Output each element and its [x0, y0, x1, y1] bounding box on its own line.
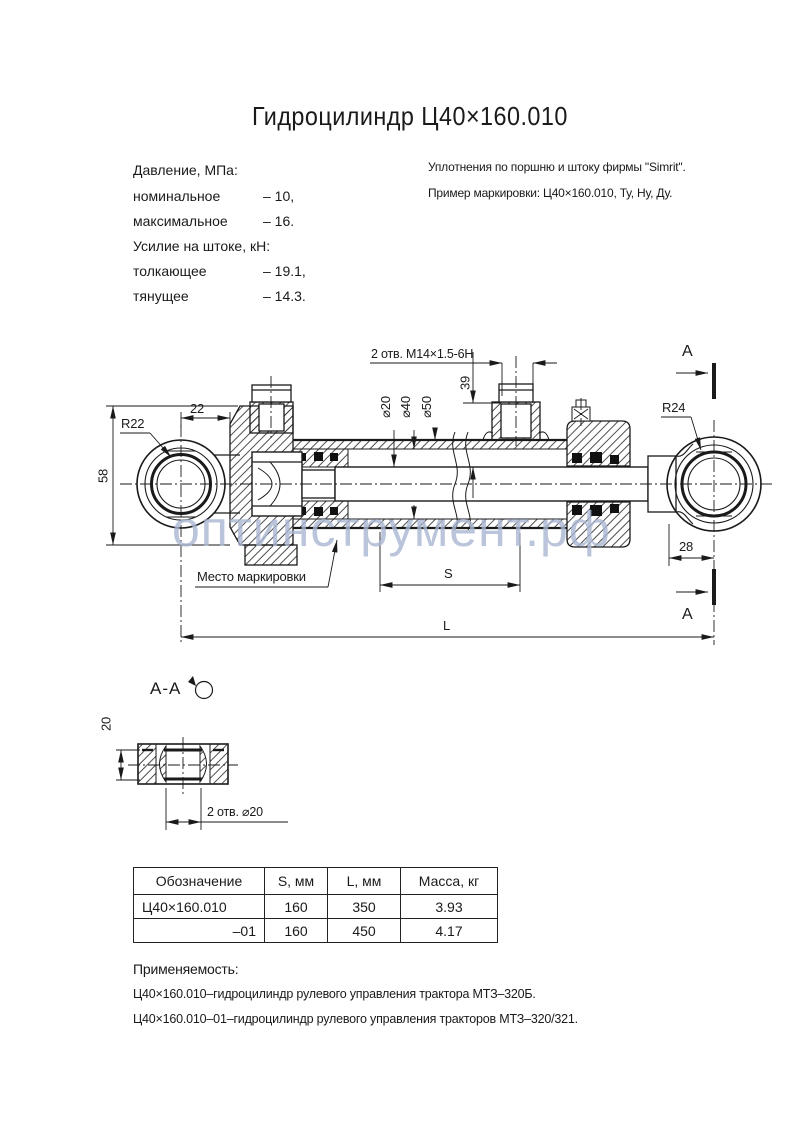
section-dim-20: 20 [98, 716, 114, 732]
seals-note: Уплотнения по поршню и штоку фирмы "Simrit". [428, 160, 686, 174]
dim-d50: ⌀50 [419, 396, 434, 418]
spec-line: номинальное – 10, [133, 188, 295, 204]
spec-line: толкающее – 19.1, [133, 263, 306, 279]
marking-example-note: Пример маркировки: Ц40×160.010, Ту, Ну, Ду. [428, 186, 673, 200]
spec-line: максимальное – 16. [133, 213, 295, 229]
dim-22: 22 [190, 401, 205, 416]
dim-s: S [444, 566, 453, 581]
dim-58: 58 [95, 468, 111, 484]
dim-r24: R24 [662, 400, 686, 415]
dim-r22: R22 [121, 416, 145, 431]
ports-label: 2 отв. М14×1.5-6Н [371, 347, 474, 361]
section-holes-label: 2 отв. ⌀20 [207, 805, 263, 819]
dim-d40: ⌀40 [398, 396, 413, 418]
section-letter-bottom: А [682, 606, 693, 623]
dim-39: 39 [457, 375, 473, 391]
dim-28: 28 [679, 539, 694, 554]
section-title: А-А [150, 679, 182, 698]
main-view [106, 352, 775, 645]
application-line: Ц40×160.010–гидроцилиндр рулевого управления трактора МТЗ–320Б. [133, 987, 536, 1001]
table-row: Ц40×160.010 160 350 3.93 [134, 895, 498, 919]
section-letter-top: А [682, 343, 693, 360]
dim-d20: ⌀20 [378, 396, 393, 418]
spec-line: тянущее – 14.3. [133, 288, 306, 304]
rotated-view-icon [188, 676, 213, 699]
application-line: Ц40×160.010–01–гидроцилиндр рулевого управления тракторов МТЗ–320/321. [133, 1012, 578, 1026]
spec-line: Усилие на штоке, кН: [133, 238, 271, 254]
spec-line: Давление, МПа: [133, 162, 238, 178]
table-row: –01 160 450 4.17 [134, 919, 498, 943]
left-port [250, 385, 293, 433]
table-header-row: Обозначение S, мм L, мм Масса, кг [134, 868, 498, 895]
watermark: оптинструмент.рф [172, 501, 611, 557]
size-table [133, 867, 498, 943]
application-title: Применяемость: [133, 961, 239, 977]
marking-place-label: Место маркировки [197, 569, 306, 584]
dim-l: L [443, 618, 451, 633]
page-title: Гидроцилиндр Ц40×160.010 [252, 101, 568, 131]
